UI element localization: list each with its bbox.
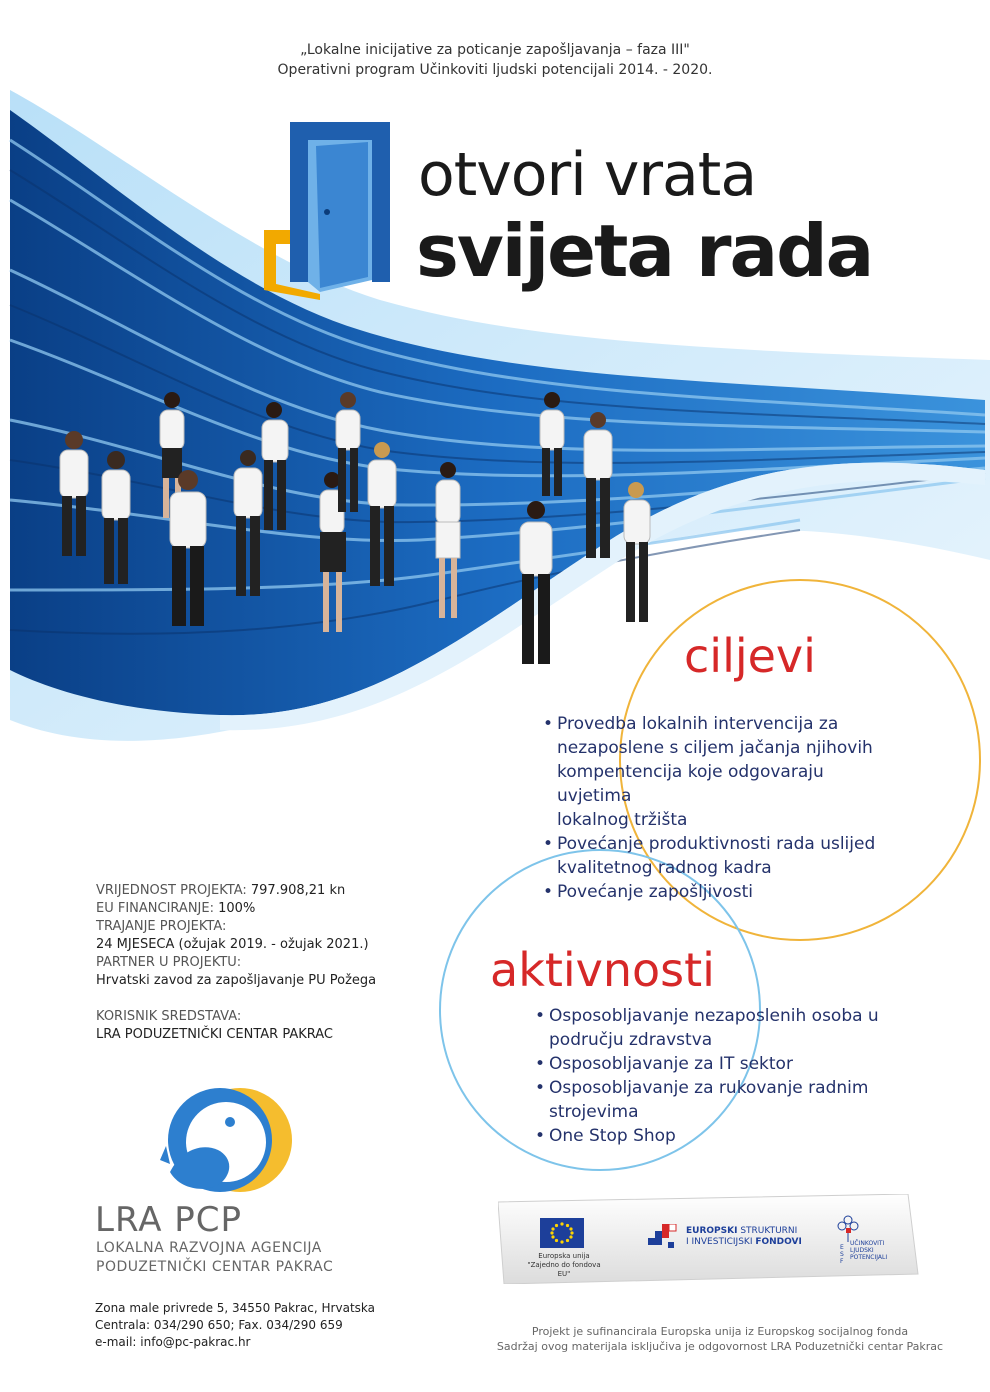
esif-caption-bold1: EUROPSKI <box>686 1226 738 1236</box>
footer-line1: Projekt je sufinancirala Europska unija iz Europskog socijalnog fonda <box>531 1325 909 1338</box>
esif-logo-icon <box>648 1224 682 1254</box>
title-line2: svijeta rada <box>416 209 873 293</box>
ulp-caption <box>850 1240 887 1261</box>
esif-caption-rest2: I INVESTICIJSKI <box>686 1237 756 1247</box>
partner-value: Hrvatski zavod za zapošljavanje PU Požega <box>96 973 377 988</box>
esif-caption <box>686 1226 802 1248</box>
list-item <box>543 832 903 880</box>
list-item-text: Osposobljavanje za IT sektor <box>549 1054 793 1074</box>
esif-caption-rest1: STRUKTURNI <box>737 1226 798 1236</box>
aktivnosti-list <box>535 1004 895 1148</box>
email: e-mail: info@pc-pakrac.hr <box>95 1335 251 1349</box>
list-item <box>543 712 903 832</box>
ciljevi-list <box>543 712 903 904</box>
eu-caption <box>524 1252 604 1279</box>
footer-line2: Sadržaj ovog materijala isključiva je odgovornost LRA Poduzetnički centar Pakrac <box>496 1340 944 1353</box>
esif-caption-bold2: FONDOVI <box>755 1237 802 1247</box>
project-value: 797.908,21 kn <box>250 883 346 898</box>
program-header-line2: Operativni program Učinkoviti ljudski potencijali 2014. - 2020. <box>277 62 713 78</box>
organization-full-name <box>96 1239 333 1277</box>
program-header-line1: „Lokalne inicijative za poticanje zapošljavanja – faza III" <box>300 42 690 58</box>
organization-full-name-line1: LOKALNA RAZVOJNA AGENCIJA <box>96 1240 322 1256</box>
footer-note <box>470 1324 970 1354</box>
list-item-text: Povećanje produktivnosti rada uslijed <box>557 834 876 854</box>
lra-pcp-logo-icon <box>140 1082 310 1200</box>
eu-caption-line1: Europska unija <box>538 1252 590 1260</box>
list-item-text: Osposobljavanje za rukovanje radnim <box>549 1078 869 1098</box>
contact-info <box>95 1300 375 1351</box>
ciljevi-heading: ciljevi <box>684 629 816 683</box>
project-info <box>96 882 376 1044</box>
list-item-text: Provedba lokalnih intervencija za <box>557 714 839 734</box>
list-item-text: Povećanje zapošljivosti <box>557 882 753 902</box>
eu-logos-strip <box>498 1194 920 1284</box>
ulp-caption-line1: UČINKOVITI <box>850 1240 885 1247</box>
title-line1: otvori vrata <box>418 140 757 210</box>
list-item-text: nezaposlene s ciljem jačanja njihovih <box>557 738 873 758</box>
list-item <box>535 1124 895 1148</box>
list-item-text: Osposobljavanje nezaposlenih osoba u <box>549 1006 879 1026</box>
list-item-text: lokalnog tržišta <box>557 810 688 830</box>
flower-icon <box>836 1214 860 1242</box>
list-item-text: strojevima <box>549 1102 639 1122</box>
list-item <box>543 880 903 904</box>
beneficiary-value: LRA PODUZETNIČKI CENTAR PAKRAC <box>96 1027 334 1042</box>
list-item <box>535 1076 895 1124</box>
project-value-label: VRIJEDNOST PROJEKTA: <box>96 883 247 898</box>
ulp-caption-line2: LJUDSKI <box>850 1247 874 1254</box>
phone: Centrala: 034/290 650; Fax. 034/290 659 <box>95 1318 343 1332</box>
eu-funding-value: 100% <box>218 901 256 916</box>
list-item <box>535 1004 895 1052</box>
aktivnosti-heading: aktivnosti <box>490 943 715 997</box>
eu-funding-label: EU FINANCIRANJE: <box>96 901 214 916</box>
list-item <box>535 1052 895 1076</box>
list-item-text: One Stop Shop <box>549 1126 676 1146</box>
address: Zona male privrede 5, 34550 Pakrac, Hrvatska <box>95 1301 375 1315</box>
eu-flag-icon <box>540 1218 584 1248</box>
beneficiary-label: KORISNIK SREDSTAVA: <box>96 1009 242 1024</box>
duration-value: 24 MJESECA (ožujak 2019. - ožujak 2021.) <box>96 937 369 952</box>
esf-letters: ESF <box>840 1244 844 1265</box>
ulp-caption-line3: POTENCIJALI <box>850 1254 888 1261</box>
partner-label: PARTNER U PROJEKTU: <box>96 955 242 970</box>
list-item-text: kvalitetnog radnog kadra <box>557 858 772 878</box>
duration-label: TRAJANJE PROJEKTA: <box>96 919 227 934</box>
organization-full-name-line2: PODUZETNIČKI CENTAR PAKRAC <box>96 1259 334 1275</box>
eu-caption-line2: "Zajedno do fondova EU" <box>527 1261 601 1278</box>
list-item-text: području zdravstva <box>549 1030 713 1050</box>
list-item-text: kompentencija koje odgovaraju uvjetima <box>557 762 824 806</box>
organization-short-name: LRA PCP <box>95 1200 243 1240</box>
